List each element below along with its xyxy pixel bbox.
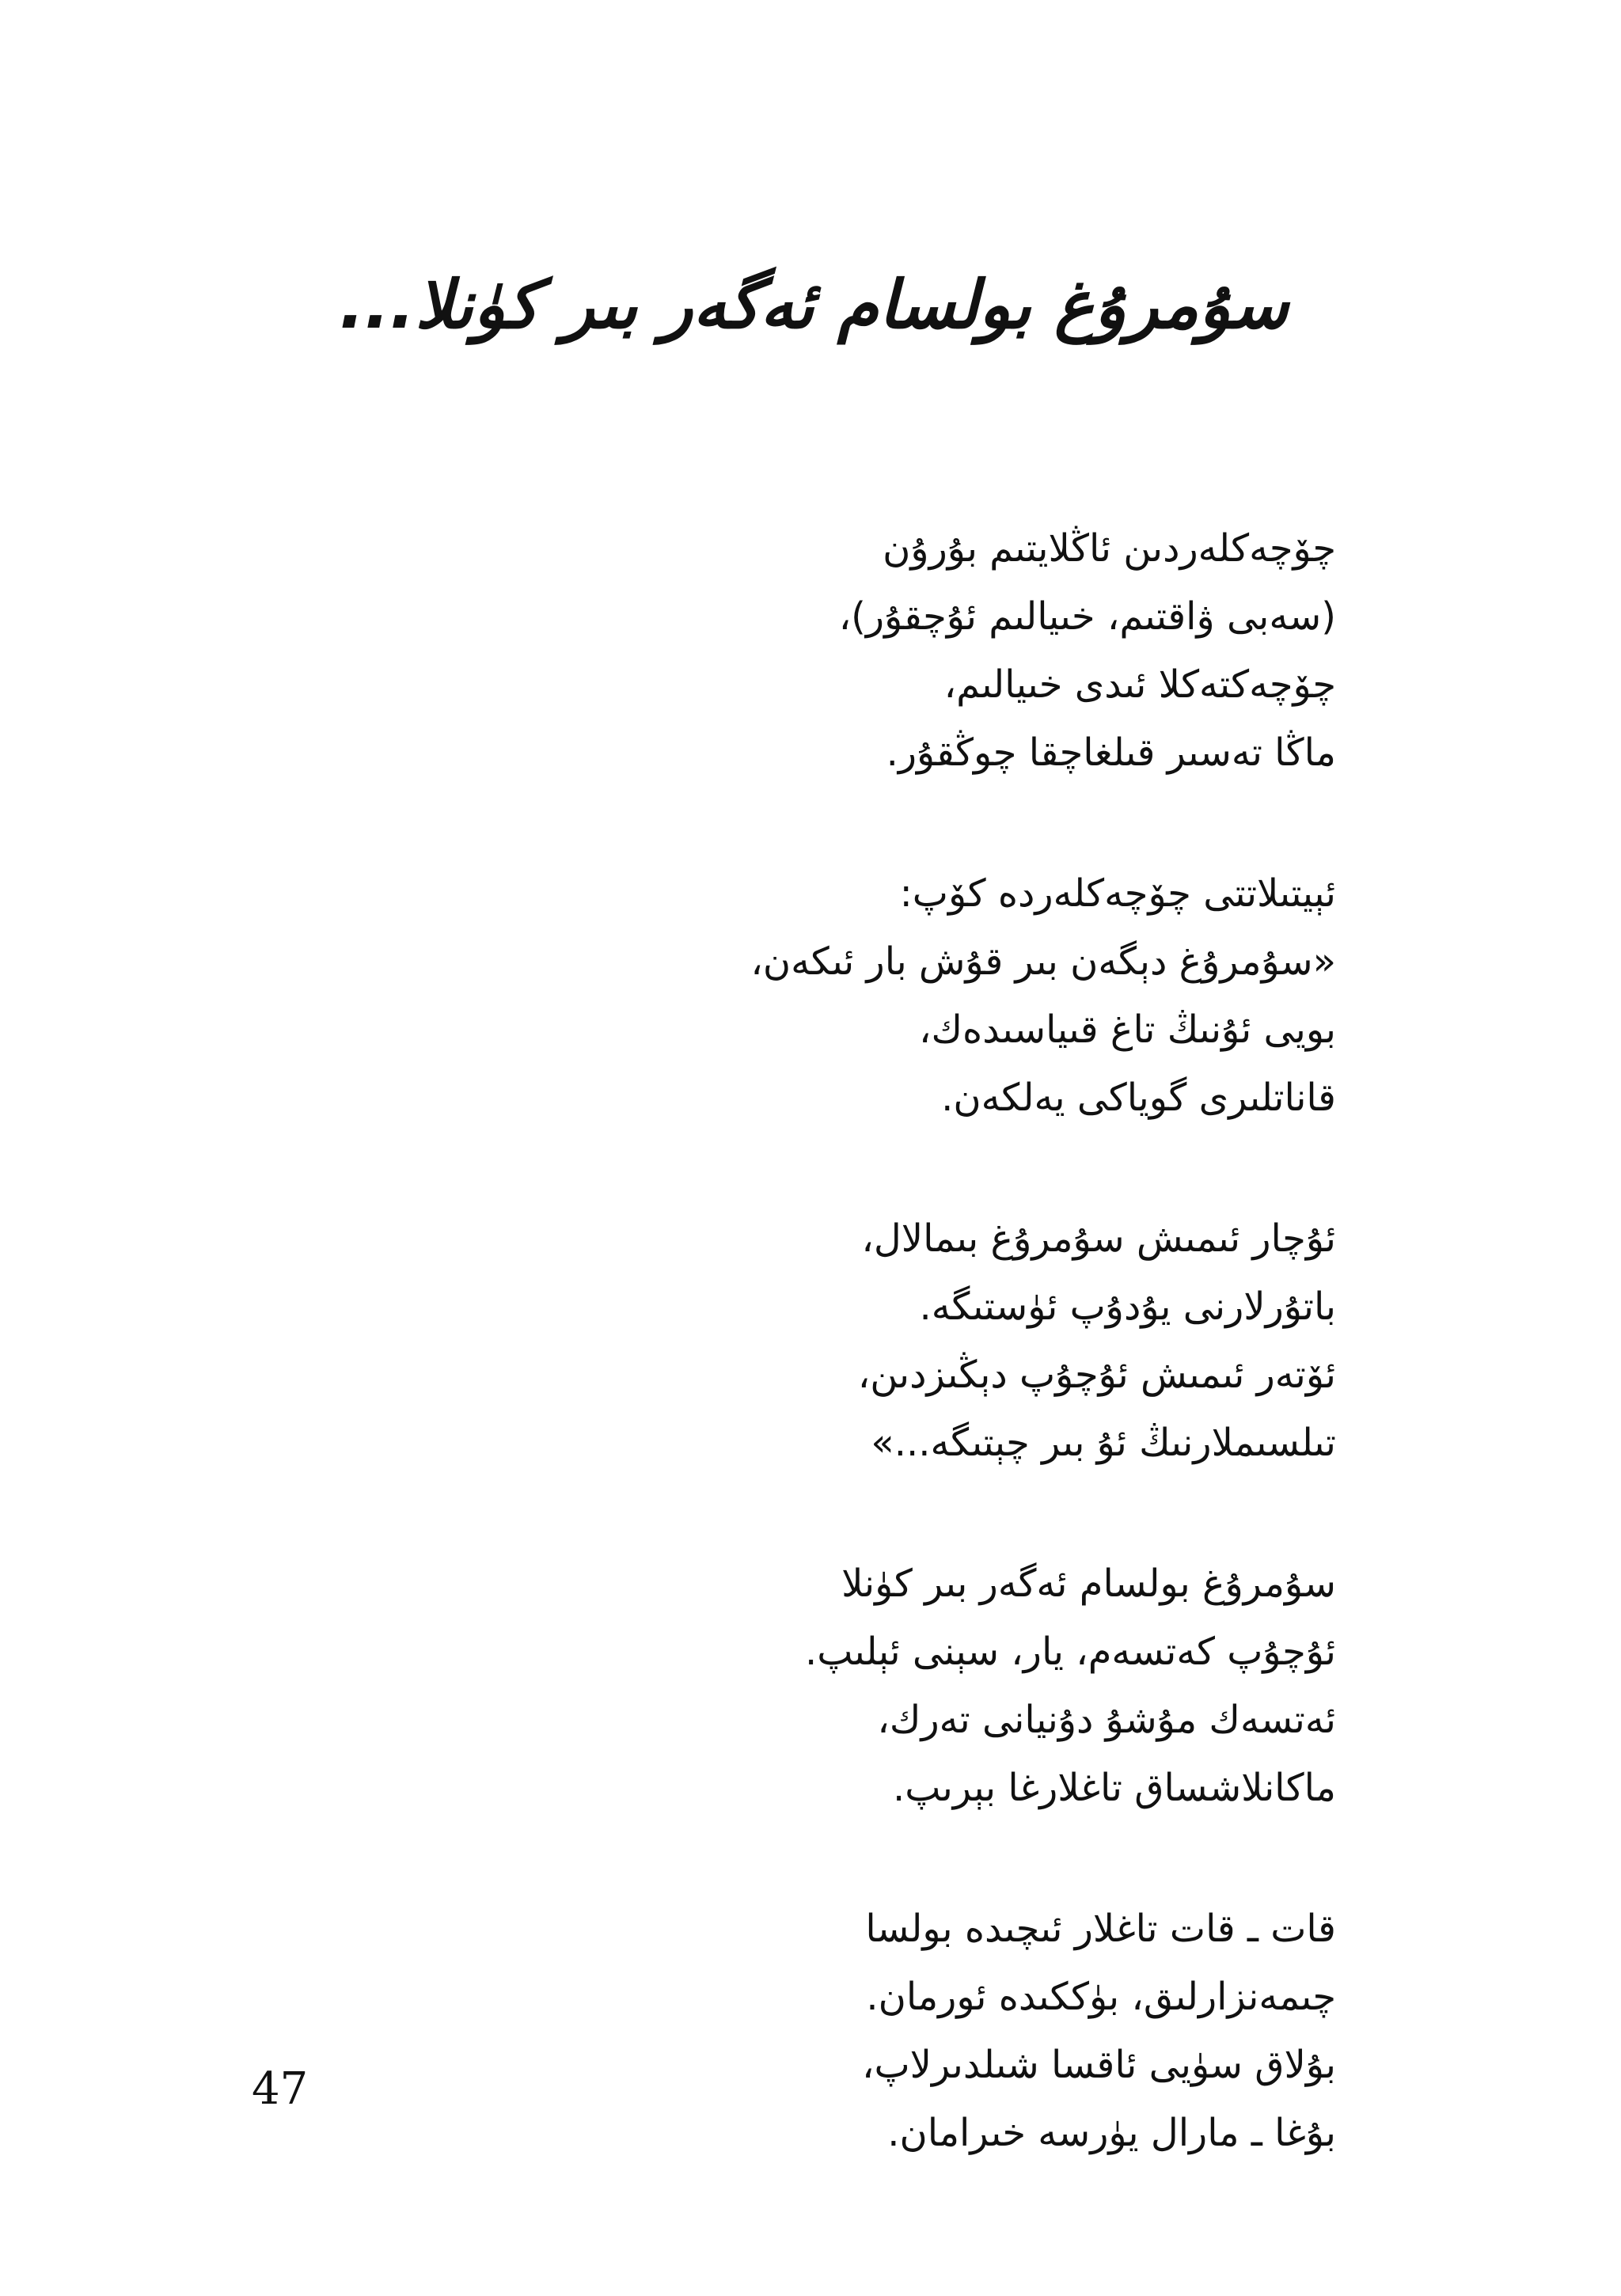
poem-line: ئۇچۇپ كەتسەم، يار، سېنى ئېلىپ.	[804, 1630, 1336, 1674]
poem-line: باتۇرلارنى يۇدۇپ ئۈستىگە.	[919, 1285, 1336, 1329]
poem-line: قاناتلىرى گوياكى يەلكەن.	[941, 1076, 1336, 1120]
poem-line: ماكانلاشساق تاغلارغا بېرىپ.	[893, 1766, 1336, 1810]
poem-line: قات ـ قات تاغلار ئىچىدە بولسا	[865, 1907, 1336, 1951]
poem-line: سۇمرۇغ بولسام ئەگەر بىر كۈنلا	[841, 1562, 1336, 1606]
page-number: 47	[252, 2063, 309, 2115]
poem-line: ئۆتەر ئىمىش ئۇچۇپ دېڭىزدىن،	[857, 1353, 1336, 1397]
poem-line: ئېيتىلاتتى چۆچەكلەردە كۆپ:	[899, 871, 1336, 916]
poem-line: چۆچەكلەردىن ئاڭلايتىم بۇرۇن	[883, 526, 1336, 571]
poem-line: ئۇچار ئىمىش سۇمرۇغ بىمالال،	[861, 1216, 1336, 1261]
stanza-1	[307, 514, 1336, 787]
poem-line: بۇلاق سۈيى ئاقسا شىلدىرلاپ،	[862, 2043, 1336, 2087]
poem-line: «سۇمرۇغ دېگەن بىر قۇش بار ئىكەن،	[750, 939, 1336, 984]
poem-line: چىمەنزارلىق، بۈككىدە ئورمان.	[866, 1975, 1336, 2019]
poem-title: سۇمرۇغ بولسام ئەگەر بىر كۈنلا...	[339, 266, 1289, 343]
poem-line: (سەبى ۋاقتىم، خىيالىم ئۇچقۇر)،	[838, 594, 1336, 639]
poem-line: تىلسىملارنىڭ ئۇ بىر چېتىگە...»	[871, 1421, 1336, 1465]
stanza-5	[307, 1895, 1336, 2167]
poem-line: ئەتسەك مۇشۇ دۇنيانى تەرك،	[877, 1698, 1336, 1742]
stanza-4	[307, 1550, 1336, 1822]
poem-line: بۇغا ـ مارال يۈرسە خىرامان.	[887, 2111, 1336, 2155]
poem-line: ماڭا تەسىر قىلغاچقا چوڭقۇر.	[886, 731, 1336, 775]
poem-body	[307, 514, 1336, 2240]
poem-line: چۆچەكتەكلا ئىدى خىيالىم،	[943, 662, 1336, 707]
stanza-2	[307, 860, 1336, 1132]
poem-line: بويى ئۇنىڭ تاغ قىياسىدەك،	[918, 1008, 1336, 1052]
stanza-3	[307, 1205, 1336, 1477]
